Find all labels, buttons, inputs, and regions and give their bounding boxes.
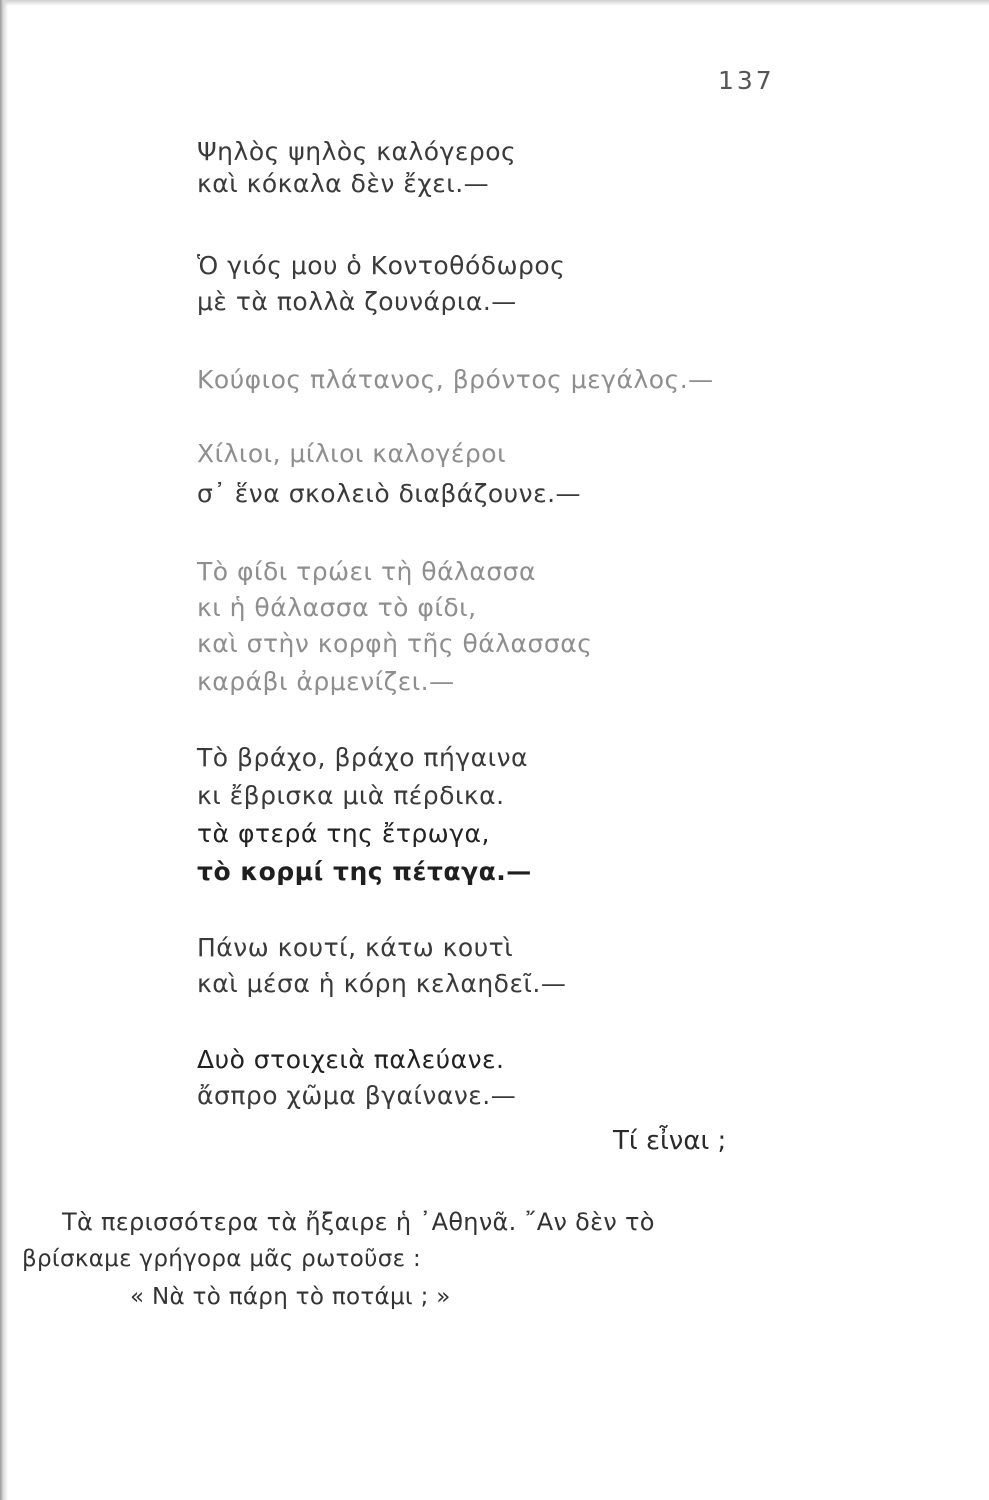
riddle-6-line-3: τὰ φτερά της ἔτρωγα, (197, 819, 490, 848)
scan-edge-left (0, 0, 8, 1500)
riddle-1-line-2: καὶ κόκαλα δὲν ἔχει.— (197, 169, 490, 198)
prose-line-2: βρίσκαμε γρήγορα μᾶς ρωτοῦσε : (22, 1246, 422, 1272)
riddle-3-line-1: Κούφιος πλάτανος, βρόντος μεγάλος.— (197, 365, 714, 394)
riddle-5-line-2: κι ἡ θάλασσα τὸ φίδι, (197, 593, 477, 622)
riddle-1-line-1: Ψηλὸς ψηλὸς καλόγερος (197, 137, 517, 166)
riddle-6-line-1: Τὸ βράχο, βράχο πήγαινα (197, 743, 529, 772)
prose-line-1: Τὰ περισσότερα τὰ ἤξαιρε ἡ ᾽Αθηνᾶ. ῎Αν δὲν τὸ (62, 1208, 655, 1236)
riddle-2-line-1: Ὁ γιός μου ὁ Κοντοθόδωρος (197, 251, 566, 280)
page-number: 137 (718, 66, 775, 95)
riddle-8-line-1: Δυὸ στοιχειὰ παλεύανε. (197, 1045, 505, 1074)
scan-edge-top (0, 0, 989, 6)
riddle-5-line-3: καὶ στὴν κορφὴ τῆς θάλασσας (197, 629, 593, 658)
riddle-5-line-4: καράβι ἀρμενίζει.— (197, 667, 455, 696)
riddle-7-line-2: καὶ μέσα ἡ κόρη κελαηδεῖ.— (197, 969, 567, 998)
riddle-7-line-1: Πάνω κουτί, κάτω κουτὶ (197, 933, 514, 962)
riddle-5-line-1: Τὸ φίδι τρώει τὴ θάλασσα (197, 557, 537, 586)
riddle-6-line-2: κι ἔβρισκα μιὰ πέρδικα. (197, 781, 505, 810)
question-text: Τί εἶναι ; (613, 1126, 727, 1156)
riddle-4-line-2: σ᾽ ἕνα σκολειὸ διαβάζουνε.— (197, 479, 582, 508)
riddle-4-line-1: Χίλιοι, μίλιοι καλογέροι (197, 439, 507, 468)
riddle-2-line-2: μὲ τὰ πολλὰ ζουνάρια.— (197, 287, 517, 316)
prose-line-3: « Νὰ τὸ πάρη τὸ ποτάμι ; » (130, 1284, 451, 1310)
riddle-6-line-4: τὸ κορμί της πέταγα.— (197, 857, 532, 886)
riddle-8-line-2: ἄσπρο χῶμα βγαίνανε.— (197, 1081, 517, 1110)
